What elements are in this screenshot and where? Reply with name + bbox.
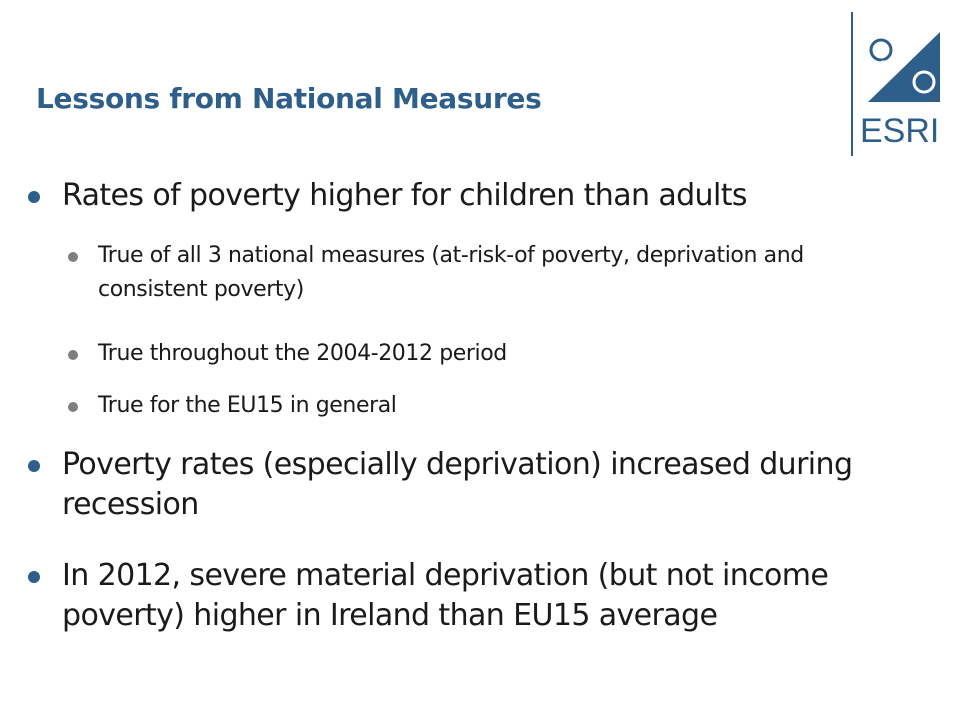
logo-text: ESRI bbox=[860, 112, 940, 150]
sub-bullet-item: True for the EU15 in general bbox=[98, 389, 878, 423]
esri-logo-icon bbox=[848, 10, 948, 158]
slide-title: Lessons from National Measures bbox=[36, 82, 542, 115]
sub-bullet-item: True throughout the 2004-2012 period bbox=[98, 337, 878, 371]
bullet-item: Rates of poverty higher for children than adults bbox=[62, 176, 922, 216]
esri-logo bbox=[848, 10, 948, 158]
bullet-item: In 2012, severe material deprivation (but not income poverty) higher in Ireland than EU15 average bbox=[62, 556, 882, 636]
sub-bullet-item: True of all 3 national measures (at-risk-of poverty, deprivation and consistent poverty) bbox=[98, 239, 878, 307]
bullet-item: Poverty rates (especially deprivation) increased during recession bbox=[62, 445, 922, 525]
